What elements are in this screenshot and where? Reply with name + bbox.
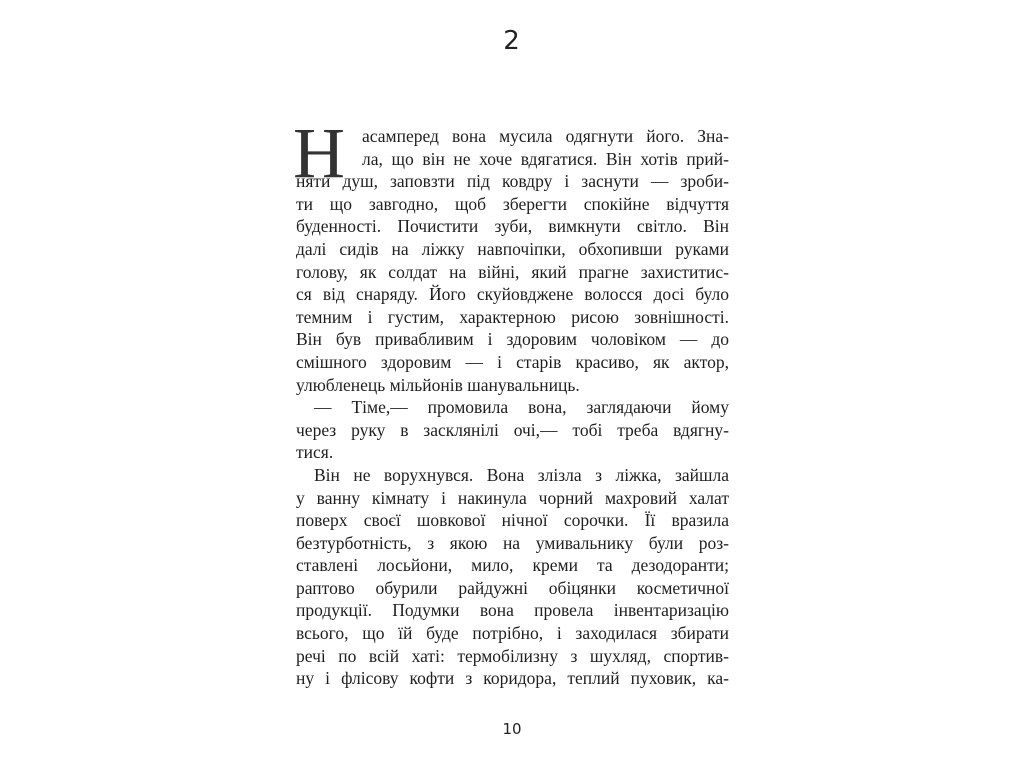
text-line: улюбленець мільйонів шанувальниць. xyxy=(296,374,580,395)
text-line: ставлені лосьйони, мило, креми та дезодоранти; xyxy=(296,555,729,576)
text-line: продукції. Подумки вона провела інвентаризацію xyxy=(296,600,729,621)
text-line: речі по всій хаті: термобілизну з шухляд, спортив- xyxy=(296,645,729,666)
text-line: ла, що він не хоче вдягатися. Він хотів прий- xyxy=(362,148,729,169)
text-line: няти душ, заповзти під ковдру і заснути — зроби- xyxy=(296,171,729,192)
text-line: у ванну кімнату і накинула чорний махровий халат xyxy=(296,487,729,508)
text-lines xyxy=(296,125,729,690)
text-line: всього, що їй буде потрібно, і заходилася збирати xyxy=(296,623,729,644)
drop-cap: Н xyxy=(293,113,345,193)
page-number: 10 xyxy=(502,720,522,738)
chapter-number: 2 xyxy=(503,26,521,56)
text-line: ну і флісову кофти з коридора, теплий пуховик, ка- xyxy=(296,668,729,689)
text-line: тися. xyxy=(296,442,334,463)
body-text xyxy=(293,113,729,690)
text-line: поверх своєї шовкової нічної сорочки. Її вразила xyxy=(296,510,729,531)
text-line: буденності. Почистити зуби, вимкнути світло. Він xyxy=(296,216,729,237)
text-line: асамперед вона мусила одягнути його. Зна- xyxy=(362,126,729,146)
text-line: смішного здоровим — і старів красиво, як актор, xyxy=(296,351,729,372)
text-line: Він був привабливим і здоровим чоловіком — до xyxy=(296,329,729,350)
text-line: раптово обурили райдужні обіцянки косметичної xyxy=(296,577,729,598)
text-line: голову, як солдат на війні, який прагне захиститис- xyxy=(296,261,729,282)
text-line: через руку в засклянілі очі,— тобі треба вдягну- xyxy=(296,419,729,440)
text-line: далі сидів на ліжку навпочіпки, обхопивши руками xyxy=(296,238,729,259)
text-line: ся від снаряду. Його скуйовджене волосся досі було xyxy=(296,284,729,305)
text-line: темним і густим, характерною рисою зовнішності. xyxy=(296,306,729,327)
text-line: безтурботність, з якою на умивальнику були роз- xyxy=(296,532,729,553)
text-line: ти що завгодно, щоб зберегти спокійне відчуття xyxy=(296,193,729,214)
text-line: Він не ворухнувся. Вона злізла з ліжка, зайшла xyxy=(314,464,729,485)
text-line: — Тіме,— промовила вона, заглядаючи йому xyxy=(314,397,729,418)
